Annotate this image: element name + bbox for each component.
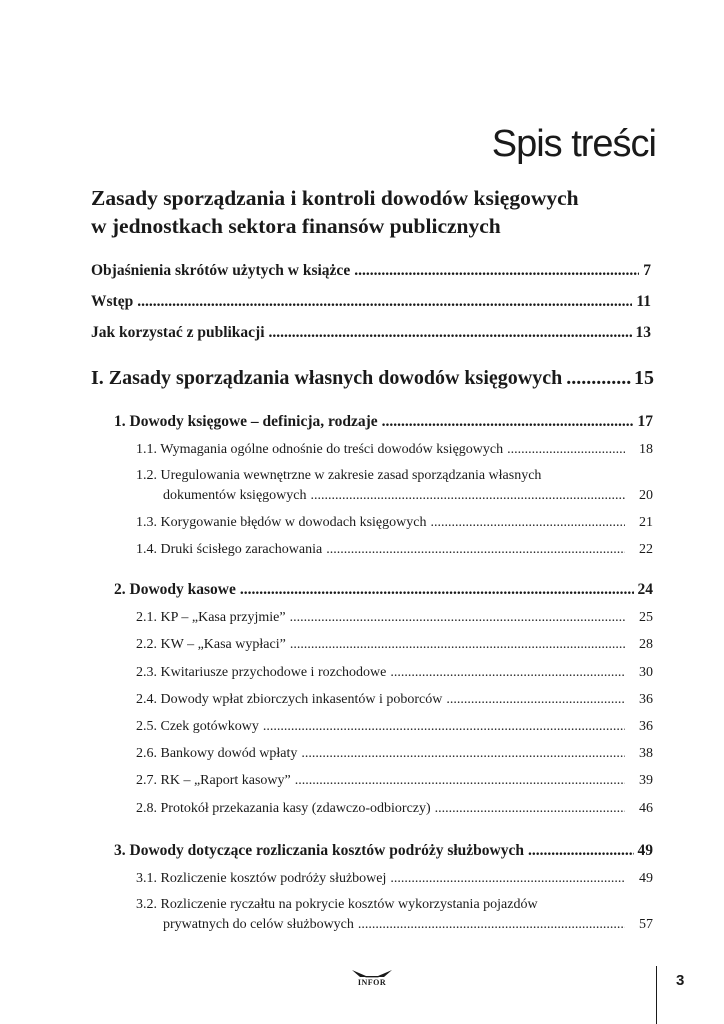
toc-section-label: 2.4. Dowody wpłat zbiorczych inkasentów i poborców xyxy=(136,692,443,707)
leader-dots xyxy=(310,488,625,504)
publisher-name: INFOR xyxy=(357,978,387,987)
toc-section[interactable] xyxy=(136,610,653,626)
leader-dots xyxy=(382,413,634,431)
book-title-line2: w jednostkach sektora finansów publicznych xyxy=(91,214,501,238)
toc-entry-label: Jak korzystać z publikacji xyxy=(91,324,265,341)
book-title xyxy=(91,184,651,240)
toc-section-label: 2.7. RK – „Raport kasowy” xyxy=(136,773,291,788)
toc-entry[interactable] xyxy=(91,293,651,311)
toc-section[interactable] xyxy=(136,692,653,708)
toc-entry[interactable] xyxy=(91,324,651,342)
page-heading: Spis treści xyxy=(491,123,656,166)
toc-section-page: 25 xyxy=(639,610,653,625)
toc-chapter-page: 24 xyxy=(637,581,653,598)
toc-section-label-cont: dokumentów księgowych xyxy=(163,488,307,503)
toc-section-page: 49 xyxy=(639,871,653,886)
leader-dots xyxy=(301,746,625,762)
toc-section-label: 1.3. Korygowanie błędów w dowodach księgowych xyxy=(136,515,427,530)
toc-section-label: 2.5. Czek gotówkowy xyxy=(136,719,259,734)
toc-section-page: 38 xyxy=(639,746,653,761)
leader-dots xyxy=(326,542,625,558)
toc-section-label: 2.3. Kwitariusze przychodowe i rozchodowe xyxy=(136,665,387,680)
toc-entry-page: 11 xyxy=(636,293,651,310)
toc-part-label: I. Zasady sporządzania własnych dowodów księgowych xyxy=(91,367,563,389)
toc-section[interactable] xyxy=(136,746,653,762)
leader-dots xyxy=(263,719,625,735)
toc-section-label: 2.1. KP – „Kasa przyjmie” xyxy=(136,610,286,625)
toc-section-label[interactable]: 1.2. Uregulowania wewnętrzne w zakresie zasad sporządzania własnych xyxy=(136,468,542,483)
toc-section-label: 3.1. Rozliczenie kosztów podróży służbowej xyxy=(136,871,387,886)
toc-section-label-cont: prywatnych do celów służbowych xyxy=(163,917,354,932)
leader-dots xyxy=(290,637,625,653)
toc-section-page: 20 xyxy=(639,488,653,503)
leader-dots xyxy=(507,442,625,458)
footer-divider xyxy=(656,966,657,1024)
toc-section-label[interactable]: 3.2. Rozliczenie ryczałtu na pokrycie kosztów wykorzystania pojazdów xyxy=(136,897,538,912)
toc-chapter-page: 17 xyxy=(637,413,653,430)
leader-dots xyxy=(390,871,625,887)
leader-dots xyxy=(269,324,632,342)
toc-entry-label: Wstęp xyxy=(91,293,134,310)
toc-section-page: 28 xyxy=(639,637,653,652)
toc-section-label: 2.2. KW – „Kasa wypłaci” xyxy=(136,637,286,652)
toc-section[interactable] xyxy=(136,542,653,558)
toc-chapter[interactable] xyxy=(114,581,653,599)
leader-dots xyxy=(354,262,639,280)
leader-dots xyxy=(240,581,634,599)
toc-chapter-page: 49 xyxy=(637,842,653,859)
toc-section-page: 18 xyxy=(639,442,653,457)
page-number: 3 xyxy=(676,972,685,989)
toc-chapter[interactable] xyxy=(114,413,653,431)
leader-dots xyxy=(295,773,625,789)
toc-part-page: 15 xyxy=(634,367,654,389)
toc-section-page: 22 xyxy=(639,542,653,557)
toc-section[interactable] xyxy=(163,488,653,504)
leader-dots xyxy=(435,801,625,817)
toc-chapter[interactable] xyxy=(114,842,653,860)
toc-part[interactable] xyxy=(91,367,654,390)
toc-section-page: 57 xyxy=(639,917,653,932)
toc-section-label: 1.1. Wymagania ogólne odnośnie do treści dowodów księgowych xyxy=(136,442,504,457)
toc-section-page: 30 xyxy=(639,665,653,680)
toc-section-page: 46 xyxy=(639,801,653,816)
toc-section-page: 21 xyxy=(639,515,653,530)
toc-section-page: 36 xyxy=(639,692,653,707)
leader-dots xyxy=(566,367,632,390)
leader-dots xyxy=(137,293,632,311)
toc-chapter-label: 1. Dowody księgowe – definicja, rodzaje xyxy=(114,413,378,430)
toc-section[interactable] xyxy=(163,917,653,933)
leader-dots xyxy=(358,917,625,933)
toc-chapter-label: 2. Dowody kasowe xyxy=(114,581,236,598)
leader-dots xyxy=(290,610,625,626)
toc-section[interactable] xyxy=(136,637,653,653)
toc-section[interactable] xyxy=(136,801,653,817)
toc-section[interactable] xyxy=(136,515,653,531)
toc-section-page: 36 xyxy=(639,719,653,734)
toc-section[interactable] xyxy=(136,773,653,789)
toc-entry[interactable] xyxy=(91,262,651,280)
toc-section[interactable] xyxy=(136,442,653,458)
leader-dots xyxy=(390,665,625,681)
toc-section[interactable] xyxy=(136,871,653,887)
book-title-line1: Zasady sporządzania i kontroli dowodów księgowych xyxy=(91,186,579,210)
toc-entry-page: 7 xyxy=(643,262,651,279)
toc-chapter-label: 3. Dowody dotyczące rozliczania kosztów podróży służbowych xyxy=(114,842,525,859)
toc-section-label: 2.8. Protokół przekazania kasy (zdawczo-odbiorczy) xyxy=(136,801,431,816)
leader-dots xyxy=(446,692,625,708)
toc-section-label: 1.4. Druki ścisłego zarachowania xyxy=(136,542,323,557)
toc-section[interactable] xyxy=(136,719,653,735)
toc-section-label: 2.6. Bankowy dowód wpłaty xyxy=(136,746,298,761)
leader-dots xyxy=(430,515,625,531)
toc-entry-label: Objaśnienia skrótów użytych w książce xyxy=(91,262,351,279)
toc-section[interactable] xyxy=(136,665,653,681)
toc-entry-page: 13 xyxy=(635,324,651,341)
toc-section-page: 39 xyxy=(639,773,653,788)
leader-dots xyxy=(528,842,633,860)
